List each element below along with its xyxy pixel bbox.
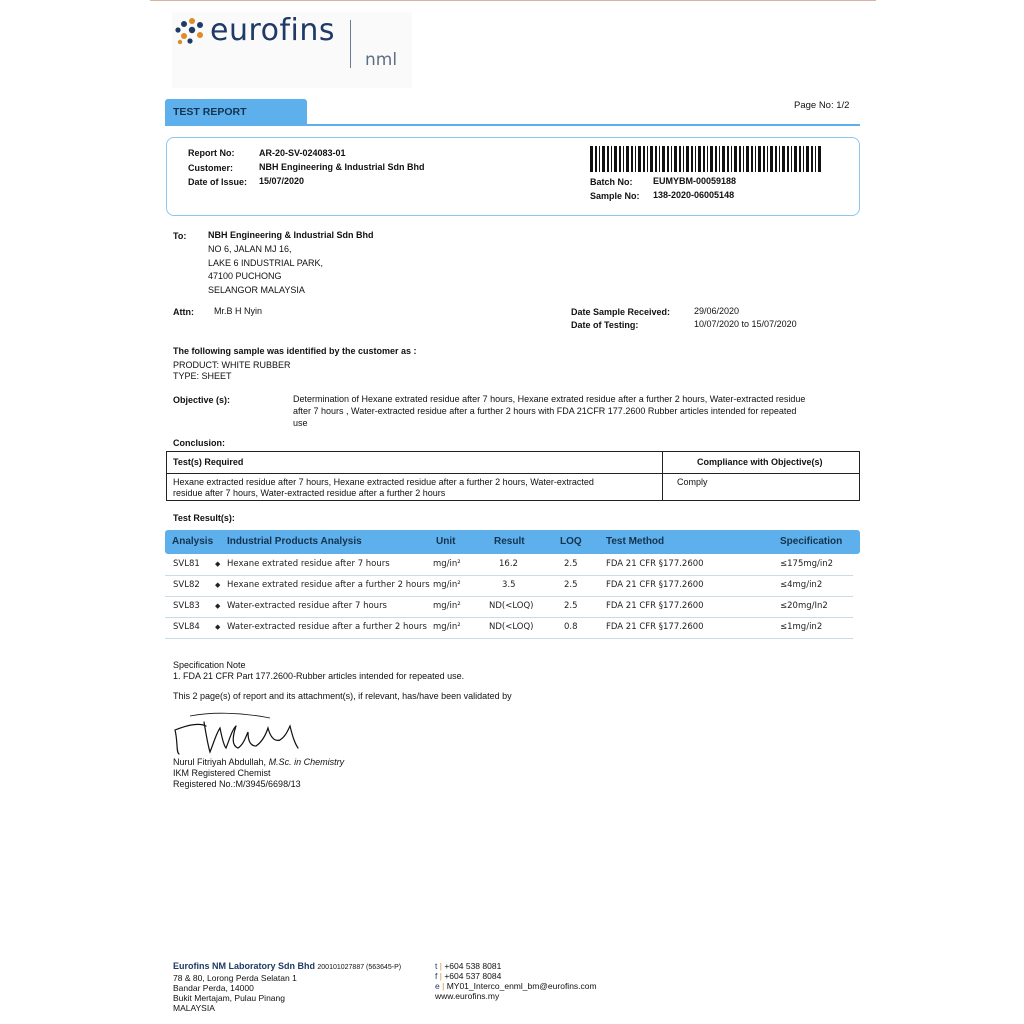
footer-addr-1: 78 & 80, Lorong Perda Selatan 1 xyxy=(173,973,297,983)
objective-line-2: after 7 hours , Water-extracted residue after a further 2 hours with FDA 21CFR 177.2600 Rubber articles intended for repeated xyxy=(293,406,797,416)
conclusion-table xyxy=(166,451,860,501)
results-header xyxy=(165,530,860,554)
logo-divider xyxy=(350,20,351,68)
logo-sub: nml xyxy=(365,50,398,70)
conclusion-req-line-1: Hexane extracted residue after 7 hours, Hexane extracted residue after a further 2 hours, Water-extracted xyxy=(173,477,594,487)
sample-value: 138-2020-06005148 xyxy=(653,190,735,200)
logo-brand: eurofins xyxy=(210,13,336,48)
spec-note-title: Specification Note xyxy=(173,660,246,670)
cell-loq: 0.8 xyxy=(564,622,578,632)
footer-email: e | MY01_Interco_enml_bm@eurofins.com xyxy=(435,981,597,991)
signatory-qualification: M.Sc. in Chemistry xyxy=(268,757,345,767)
to-line-4: 47100 PUCHONG xyxy=(208,271,282,281)
cell-result: ND(<LOQ) xyxy=(489,601,534,611)
date-testing-label: Date of Testing: xyxy=(571,320,639,330)
cell-spec: ≤1mg/in2 xyxy=(780,622,823,632)
attn-value: Mr.B H Nyin xyxy=(214,306,263,316)
bullet-icon: ◆ xyxy=(215,623,221,631)
signatory-name: Nurul Fitriyah Abdullah, xyxy=(173,757,267,767)
table-row xyxy=(165,575,853,597)
sample-intro: The following sample was identified by the customer as : xyxy=(173,346,417,356)
date-testing-value: 10/07/2020 to 15/07/2020 xyxy=(694,319,797,329)
cell-analysis: SVL82 xyxy=(173,580,200,590)
cell-spec: ≤175mg/in2 xyxy=(780,559,834,569)
report-no-value: AR-20-SV-024083-01 xyxy=(259,148,346,158)
col-analysis: Analysis xyxy=(172,536,214,547)
objective-line-1: Determination of Hexane extrated residue after 7 hours, Hexane extrated residue after a further 2 hours, Water-extracted residue xyxy=(293,394,806,404)
signatory-line xyxy=(173,757,344,767)
footer-company-no: 200101027887 (563645-P) xyxy=(317,964,402,971)
cell-method: FDA 21 CFR §177.2600 xyxy=(606,580,704,590)
bullet-icon: ◆ xyxy=(215,581,221,589)
cell-analysis: SVL81 xyxy=(173,559,200,569)
cell-test: Hexane extrated residue after a further 2 hours xyxy=(227,580,430,590)
footer-f-label: f xyxy=(435,971,438,981)
tab-rule xyxy=(165,124,860,126)
to-line-5: SELANGOR MALAYSIA xyxy=(208,285,305,295)
batch-label: Batch No: xyxy=(590,177,633,187)
conclusion-compliance: Comply xyxy=(677,477,708,487)
date-issue-value: 15/07/2020 xyxy=(259,176,305,186)
top-rule xyxy=(150,0,876,1)
to-label: To: xyxy=(173,231,187,241)
col-result: Result xyxy=(494,536,525,547)
signatory-role: IKM Registered Chemist xyxy=(173,768,271,778)
type-line: TYPE: SHEET xyxy=(173,371,232,381)
col-method: Test Method xyxy=(606,536,665,547)
to-line-2: NO 6, JALAN MJ 16, xyxy=(208,244,292,254)
batch-value: EUMYBM-00059188 xyxy=(653,176,737,186)
footer-t-value: +604 538 8081 xyxy=(444,961,502,971)
footer-e-label: e xyxy=(435,981,440,991)
spec-note-line: 1. FDA 21 CFR Part 177.2600-Rubber articles intended for repeated use. xyxy=(173,671,465,681)
col-industrial: Industrial Products Analysis xyxy=(227,536,362,547)
results-label: Test Result(s): xyxy=(173,513,235,523)
cell-test: Water-extracted residue after 7 hours xyxy=(227,601,387,611)
footer-company: Eurofins NM Laboratory Sdn Bhd xyxy=(173,961,316,971)
cell-unit: mg/in² xyxy=(433,559,461,569)
footer-web: www.eurofins.my xyxy=(435,991,500,1001)
objective-label: Objective (s): xyxy=(173,395,231,405)
table-row xyxy=(165,554,853,576)
cell-loq: 2.5 xyxy=(564,601,578,611)
col-loq: LOQ xyxy=(560,536,582,547)
footer-addr-2: Bandar Perda, 14000 xyxy=(173,983,254,993)
sample-label: Sample No: xyxy=(590,191,640,201)
conclusion-label: Conclusion: xyxy=(173,438,225,448)
date-received-label: Date Sample Received: xyxy=(571,307,671,317)
table-row xyxy=(165,596,853,618)
to-line-3: LAKE 6 INDUSTRIAL PARK, xyxy=(208,258,324,268)
footer-company-line xyxy=(173,961,401,971)
cell-test: Water-extracted residue after a further 2 hours xyxy=(227,622,427,632)
customer-value: NBH Engineering & Industrial Sdn Bhd xyxy=(259,162,425,172)
footer-e-value: MY01_Interco_enml_bm@eurofins.com xyxy=(446,981,597,991)
cell-result: 16.2 xyxy=(499,559,518,569)
bullet-icon: ◆ xyxy=(215,602,221,610)
cell-spec: ≤4mg/in2 xyxy=(780,580,823,590)
cell-result: 3.5 xyxy=(502,580,516,590)
table-row xyxy=(165,617,853,639)
report-tab xyxy=(165,99,307,125)
footer-f-value: +604 537 8084 xyxy=(444,971,502,981)
cell-method: FDA 21 CFR §177.2600 xyxy=(606,559,704,569)
cell-method: FDA 21 CFR §177.2600 xyxy=(606,601,704,611)
footer-phone: t | +604 538 8081 xyxy=(435,961,502,971)
attn-label: Attn: xyxy=(173,307,194,317)
page-number: Page No: 1/2 xyxy=(794,100,850,111)
footer-addr-3: Bukit Mertajam, Pulau Pinang xyxy=(173,993,285,1003)
cell-unit: mg/in² xyxy=(433,580,461,590)
cell-spec: ≤20mg/In2 xyxy=(780,601,828,611)
cell-result: ND(<LOQ) xyxy=(489,622,534,632)
date-received-value: 29/06/2020 xyxy=(694,306,740,316)
signatory-reg: Registered No.:M/3945/6698/13 xyxy=(173,779,301,789)
conclusion-col-compliance: Compliance with Objective(s) xyxy=(697,457,823,467)
conclusion-col-tests: Test(s) Required xyxy=(173,457,244,467)
cell-unit: mg/in² xyxy=(433,601,461,611)
cell-unit: mg/in² xyxy=(433,622,461,632)
cell-loq: 2.5 xyxy=(564,559,578,569)
objective-line-3: use xyxy=(293,418,308,428)
to-line-1: NBH Engineering & Industrial Sdn Bhd xyxy=(208,230,374,240)
cell-test: Hexane extrated residue after 7 hours xyxy=(227,559,390,569)
report-no-label: Report No: xyxy=(188,148,235,158)
cell-loq: 2.5 xyxy=(564,580,578,590)
product-line: PRODUCT: WHITE RUBBER xyxy=(173,360,291,370)
conclusion-req-line-2: residue after 7 hours, Water-extracted residue after a further 2 hours xyxy=(173,488,446,498)
date-issue-label: Date of Issue: xyxy=(188,177,248,187)
footer-fax: f | +604 537 8084 xyxy=(435,971,502,981)
col-unit: Unit xyxy=(436,536,456,547)
footer-addr-4: MALAYSIA xyxy=(173,1003,215,1013)
cell-analysis: SVL84 xyxy=(173,622,200,632)
cell-method: FDA 21 CFR §177.2600 xyxy=(606,622,704,632)
signature xyxy=(170,708,305,758)
cell-analysis: SVL83 xyxy=(173,601,200,611)
barcode xyxy=(590,146,822,172)
footer-t-label: t xyxy=(435,961,438,971)
bullet-icon: ◆ xyxy=(215,560,221,568)
col-spec: Specification xyxy=(780,536,843,547)
report-tab-label: TEST REPORT xyxy=(173,106,247,118)
customer-label: Customer: xyxy=(188,163,234,173)
conclusion-divider xyxy=(662,452,663,500)
eurofins-logo-icon xyxy=(172,16,208,48)
validation-text: This 2 page(s) of report and its attachment(s), if relevant, has/have been validated by xyxy=(173,691,512,701)
